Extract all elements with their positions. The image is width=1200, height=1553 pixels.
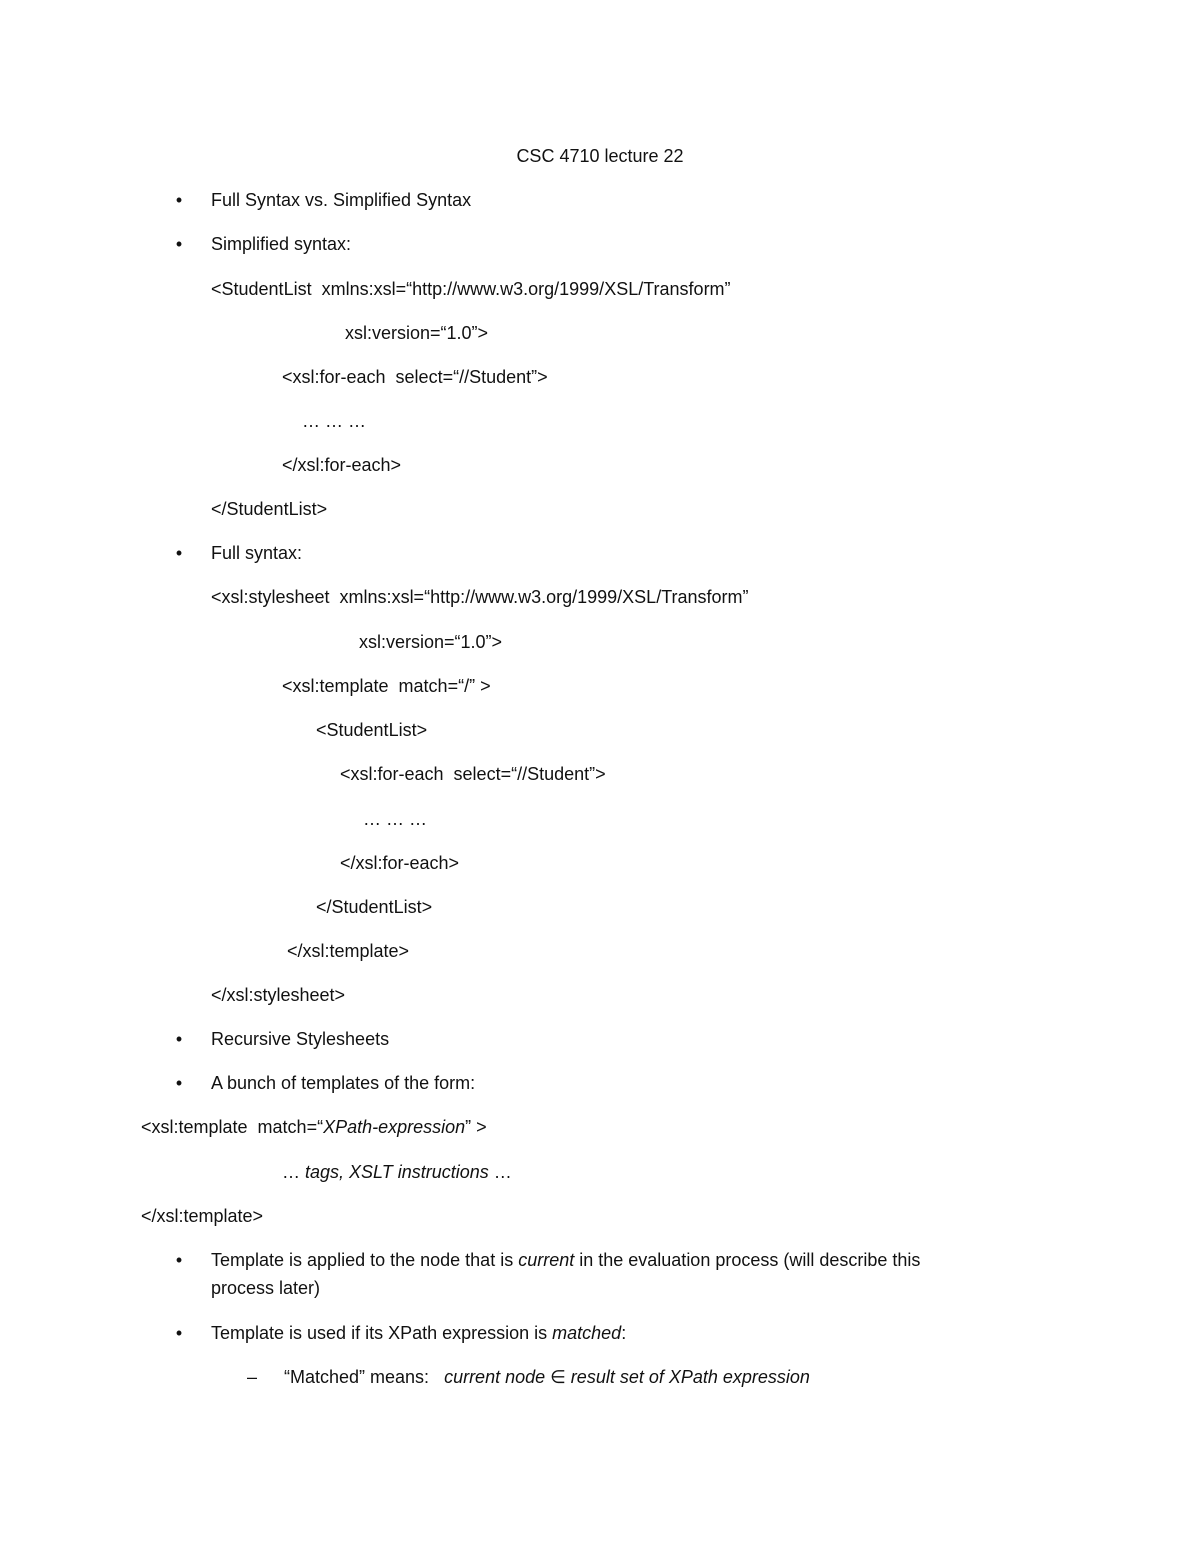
code-line: </xsl:stylesheet> — [211, 985, 346, 1005]
text-run: “Matched” means: — [284, 1367, 445, 1387]
code-line: </StudentList> — [316, 897, 433, 917]
template-open-end: ” > — [465, 1117, 487, 1137]
code-ellipsis: … … … — [302, 411, 367, 431]
bullet-icon: • — [175, 1073, 183, 1093]
bullet-icon: • — [175, 234, 183, 254]
bullet-icon: • — [175, 1029, 183, 1049]
bullet-templates-form: A bunch of templates of the form: — [211, 1073, 476, 1093]
dash-icon: – — [246, 1367, 257, 1387]
code-line: <xsl:template match=“/” > — [282, 676, 491, 696]
code-ellipsis: … … … — [363, 809, 428, 829]
code-line: <StudentList> — [316, 720, 428, 740]
ellipsis-text: … — [488, 1162, 512, 1182]
bullet-template-applied-cont: process later) — [211, 1278, 321, 1298]
ellipsis-text: … — [282, 1162, 306, 1182]
template-open-line — [141, 1116, 487, 1138]
matched-emphasis: matched — [552, 1323, 622, 1343]
bullet-simplified-syntax: Simplified syntax: — [211, 234, 352, 254]
template-open-text: <xsl:template match=“ — [141, 1117, 324, 1137]
bullet-icon: • — [175, 543, 183, 563]
code-line: xsl:version=“1.0”> — [345, 323, 489, 343]
bullet-full-syntax: Full syntax: — [211, 543, 303, 563]
bullet-icon: • — [175, 1250, 183, 1270]
code-line: </xsl:for-each> — [282, 455, 402, 475]
code-line: xsl:version=“1.0”> — [359, 632, 503, 652]
page-title: CSC 4710 lecture 22 — [516, 146, 684, 166]
code-line: </StudentList> — [211, 499, 328, 519]
template-close-line: </xsl:template> — [141, 1206, 264, 1226]
matched-definition: current node ∈ result set of XPath expression — [444, 1367, 810, 1387]
code-line: <xsl:stylesheet xmlns:xsl=“http://www.w3.org/1999/XSL/Transform” — [211, 587, 749, 607]
bullet-icon: • — [175, 190, 183, 210]
current-emphasis: current — [518, 1250, 575, 1270]
bullet-template-applied — [211, 1249, 920, 1271]
bullet-icon: • — [175, 1323, 183, 1343]
text-run: Template is used if its XPath expression is — [211, 1323, 553, 1343]
code-line: <xsl:for-each select=“//Student”> — [340, 764, 606, 784]
text-run: : — [621, 1323, 627, 1343]
code-line: </xsl:for-each> — [340, 853, 460, 873]
code-line: </xsl:template> — [287, 941, 410, 961]
code-line: <StudentList xmlns:xsl=“http://www.w3.org/1999/XSL/Transform” — [211, 279, 731, 299]
template-body-line — [282, 1161, 512, 1183]
bullet-syntax-comparison: Full Syntax vs. Simplified Syntax — [211, 190, 472, 210]
tags-instructions-text: tags, XSLT instructions — [305, 1162, 489, 1182]
text-run: Template is applied to the node that is — [211, 1250, 519, 1270]
bullet-template-used — [211, 1322, 626, 1344]
code-line: <xsl:for-each select=“//Student”> — [282, 367, 548, 387]
xpath-expression-text: XPath-expression — [323, 1117, 466, 1137]
bullet-recursive-stylesheets: Recursive Stylesheets — [211, 1029, 390, 1049]
text-run: in the evaluation process (will describe this — [574, 1250, 921, 1270]
sub-bullet-matched — [284, 1366, 810, 1388]
